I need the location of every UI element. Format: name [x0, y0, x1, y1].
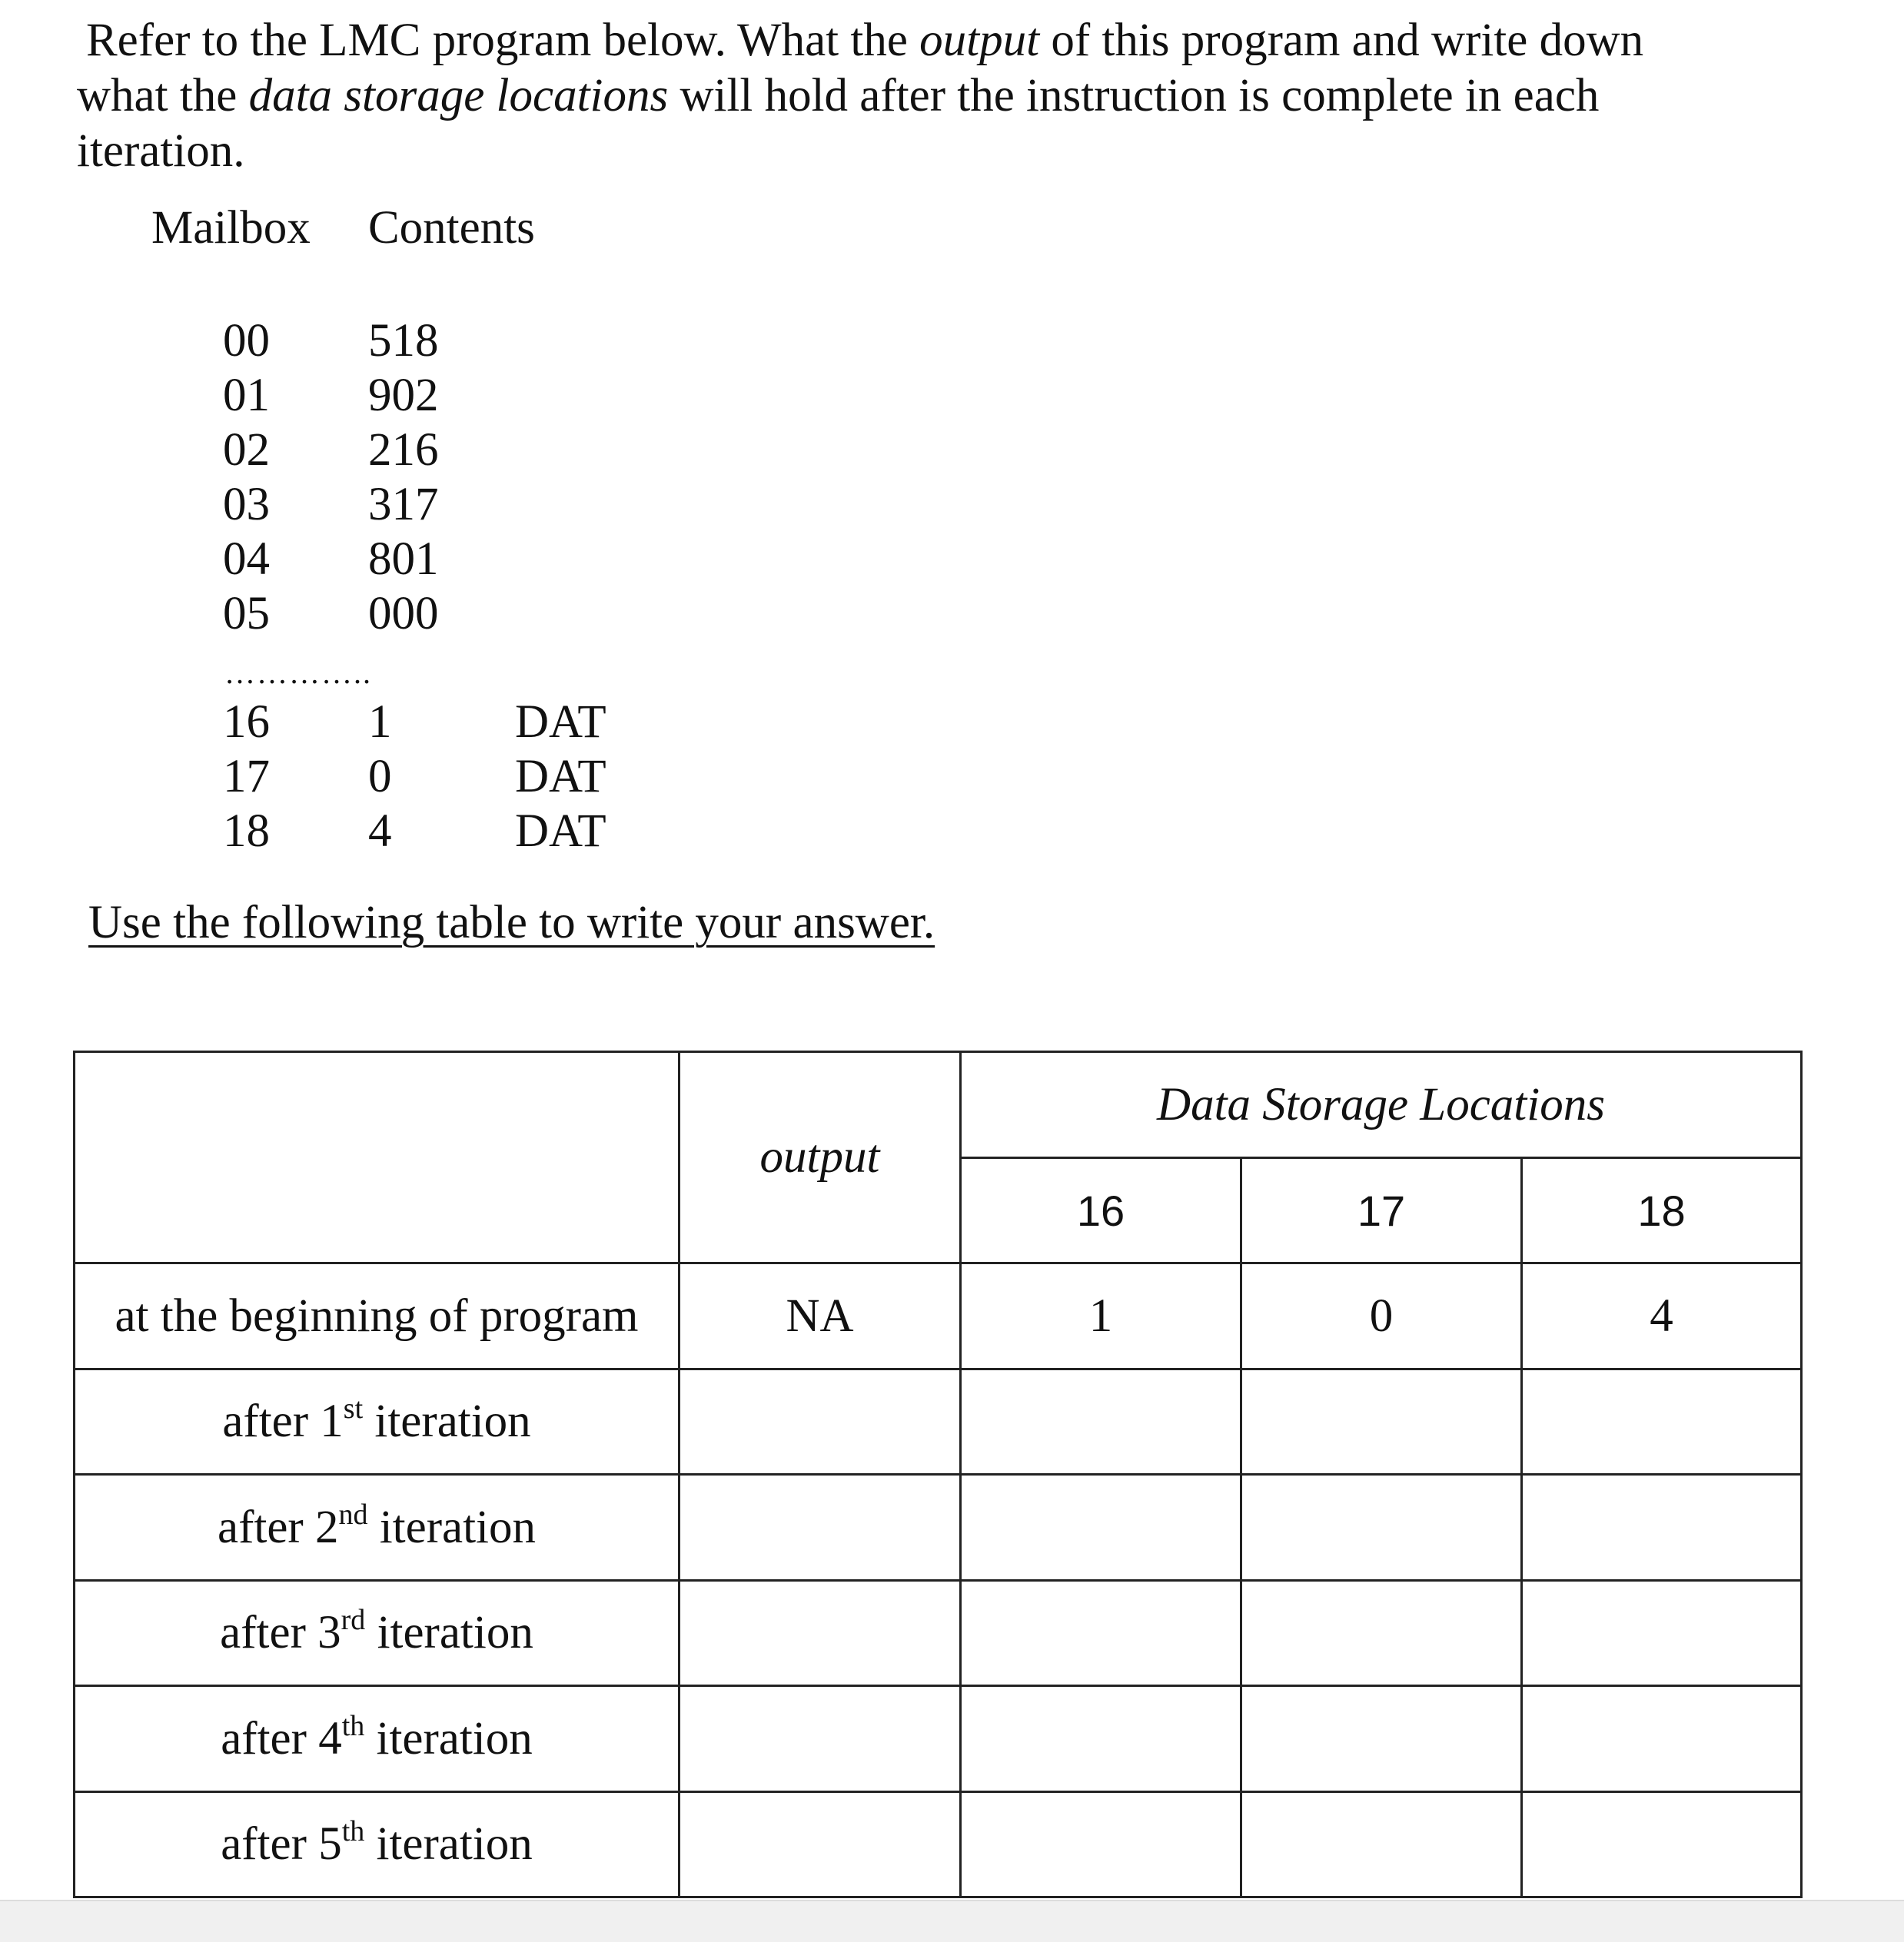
location-header-16: 16: [961, 1158, 1241, 1263]
location-17-cell[interactable]: [1241, 1369, 1522, 1475]
location-17-cell[interactable]: [1241, 1581, 1522, 1686]
location-16-cell[interactable]: [961, 1369, 1241, 1475]
output-cell[interactable]: [680, 1792, 961, 1897]
table-row: [75, 1263, 1802, 1369]
row-label-suffix: iteration: [364, 1818, 533, 1870]
mailbox-content: 4: [368, 805, 392, 857]
mailbox-address: 18: [223, 805, 270, 857]
question-line-1-end: of this program and write down: [1039, 15, 1644, 66]
mailbox-content: 518: [368, 315, 439, 367]
question-line-1: [86, 13, 1643, 68]
mailbox-address: 01: [223, 370, 270, 421]
mailbox-content: 000: [368, 588, 439, 639]
question-line-2: [77, 68, 1599, 124]
location-18-cell[interactable]: [1522, 1686, 1802, 1792]
window-bottom-bar: [0, 1900, 1904, 1942]
answer-table: [73, 1051, 1803, 1898]
mailbox-content: 317: [368, 479, 439, 530]
mailbox-address: 16: [223, 696, 270, 748]
row-label: at the beginning of program: [75, 1263, 680, 1369]
row-label-ordinal: th: [341, 1815, 365, 1847]
mailbox-address: 03: [223, 479, 270, 530]
mailbox-header: Mailbox: [151, 202, 311, 254]
row-label-text: after 4: [221, 1712, 342, 1764]
row-label: [75, 1581, 680, 1686]
mailbox-address: 17: [223, 751, 270, 802]
output-cell[interactable]: NA: [680, 1263, 961, 1369]
row-label-ordinal: nd: [338, 1498, 368, 1531]
mailbox-content: 1: [368, 696, 392, 748]
row-label-text: after 3: [220, 1607, 341, 1658]
question-line-2-start: what the: [77, 70, 249, 121]
question-output-emphasis: output: [919, 15, 1040, 66]
mailbox-content: 801: [368, 533, 439, 585]
mailbox-content: 0: [368, 751, 392, 802]
row-label-ordinal: st: [343, 1393, 364, 1425]
row-label-suffix: iteration: [364, 1712, 533, 1764]
mailbox-content: 216: [368, 424, 439, 476]
location-18-cell[interactable]: [1522, 1581, 1802, 1686]
table-row: [75, 1581, 1802, 1686]
output-cell[interactable]: [680, 1369, 961, 1475]
location-17-cell[interactable]: [1241, 1475, 1522, 1581]
ellipsis-separator: …………..: [224, 656, 372, 690]
table-row: [75, 1369, 1802, 1475]
location-18-cell[interactable]: 4: [1522, 1263, 1802, 1369]
table-corner-cell: [75, 1052, 680, 1263]
mailbox-address: 00: [223, 315, 270, 367]
mailbox-content: 902: [368, 370, 439, 421]
row-label-text: after 2: [218, 1501, 339, 1553]
output-cell[interactable]: [680, 1686, 961, 1792]
table-row: [75, 1475, 1802, 1581]
location-header-18: 18: [1522, 1158, 1802, 1263]
location-18-cell[interactable]: [1522, 1475, 1802, 1581]
row-label-text: after 1: [222, 1396, 344, 1447]
location-18-cell[interactable]: [1522, 1792, 1802, 1897]
output-cell[interactable]: [680, 1581, 961, 1686]
output-cell[interactable]: [680, 1475, 961, 1581]
table-row: [75, 1792, 1802, 1897]
row-label-ordinal: th: [341, 1709, 365, 1742]
mailbox-dat-op: DAT: [515, 805, 606, 857]
location-17-cell[interactable]: [1241, 1686, 1522, 1792]
mailbox-address: 04: [223, 533, 270, 585]
row-label-suffix: iteration: [363, 1396, 531, 1447]
table-row: [75, 1686, 1802, 1792]
question-dsl-emphasis: data storage locations: [248, 70, 669, 121]
question-line-2-end: will hold after the instruction is complete in each: [668, 70, 1600, 121]
location-17-cell[interactable]: [1241, 1792, 1522, 1897]
location-16-cell[interactable]: [961, 1581, 1241, 1686]
row-label: [75, 1475, 680, 1581]
mailbox-address: 05: [223, 588, 270, 639]
data-storage-locations-header: Data Storage Locations: [961, 1052, 1802, 1158]
mailbox-dat-op: DAT: [515, 751, 606, 802]
row-label-suffix: iteration: [365, 1607, 533, 1658]
output-header: output: [680, 1052, 961, 1263]
row-label-ordinal: rd: [341, 1604, 366, 1636]
location-18-cell[interactable]: [1522, 1369, 1802, 1475]
location-16-cell[interactable]: [961, 1475, 1241, 1581]
mailbox-dat-op: DAT: [515, 696, 606, 748]
row-label-suffix: iteration: [367, 1501, 536, 1553]
location-17-cell[interactable]: 0: [1241, 1263, 1522, 1369]
location-16-cell[interactable]: 1: [961, 1263, 1241, 1369]
mailbox-address: 02: [223, 424, 270, 476]
answer-instruction: Use the following table to write your answer.: [88, 897, 935, 948]
row-label: [75, 1686, 680, 1792]
table-header-row: [75, 1052, 1802, 1158]
row-label: [75, 1792, 680, 1897]
row-label: [75, 1369, 680, 1475]
contents-header: Contents: [368, 202, 535, 254]
row-label-text: after 5: [221, 1818, 342, 1870]
question-line-3: iteration.: [77, 125, 245, 177]
location-16-cell[interactable]: [961, 1792, 1241, 1897]
location-header-17: 17: [1241, 1158, 1522, 1263]
location-16-cell[interactable]: [961, 1686, 1241, 1792]
question-line-1-start: Refer to the LMC program below. What the: [86, 15, 920, 66]
